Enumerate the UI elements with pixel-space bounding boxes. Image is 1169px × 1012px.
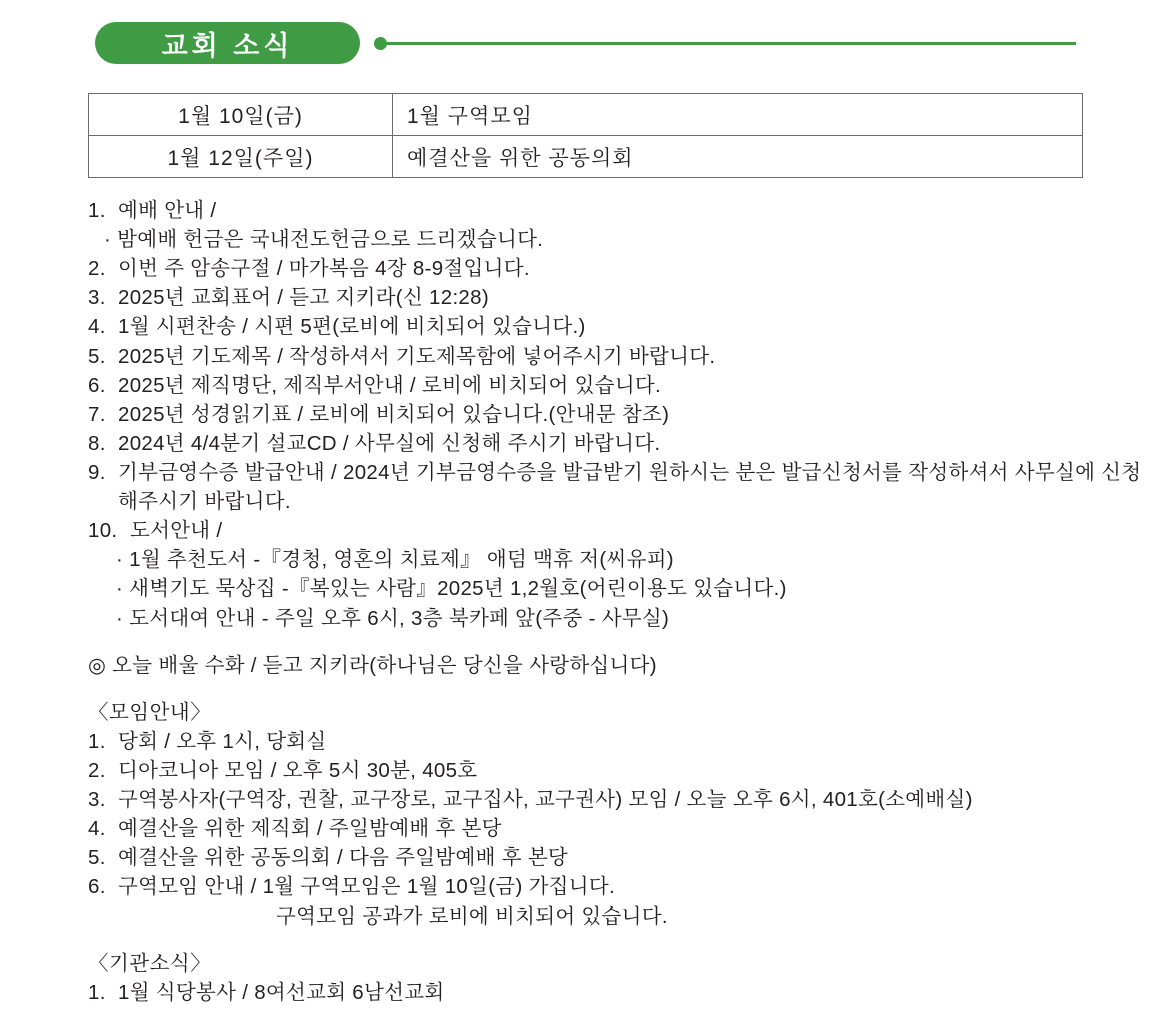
schedule-date: 1월 10일(금)	[89, 94, 393, 136]
page-header	[0, 0, 1169, 78]
list-item-number: 7.	[88, 402, 106, 426]
list-item-text: 2025년 성경읽기표 / 로비에 비치되어 있습니다.(안내문 참조)	[118, 402, 670, 426]
list-item-number: 3.	[88, 788, 106, 812]
list-item	[88, 814, 1148, 843]
list-item	[88, 196, 1148, 225]
list-subitem: · 밤예배 헌금은 국내전도헌금으로 드리겠습니다.	[104, 228, 544, 252]
list-item-number: 1.	[88, 729, 106, 753]
list-item-text: 구역봉사자(구역장, 권찰, 교구장로, 교구집사, 교구권사) 모임 / 오늘 오후 6시, 401호(소예배실)	[118, 788, 973, 812]
list-item-text: 1월 식당봉사 / 8여선교회 6남선교회	[118, 980, 445, 1004]
sign-language-note: ◎ 오늘 배울 수화 / 듣고 지키라(하나님은 당신을 사랑하십니다)	[88, 653, 657, 677]
list-item-text: 도서안내 /	[130, 519, 223, 543]
section-badge-label: 교회 소식	[161, 30, 294, 61]
spacer	[88, 680, 1148, 698]
organization-section-title: 〈기관소식〉	[88, 951, 212, 975]
list-item	[88, 785, 1148, 814]
list-item-number: 9.	[88, 460, 106, 484]
list-item-text: 구역모임 안내 / 1월 구역모임은 1월 10일(금) 가집니다.	[118, 875, 615, 899]
list-item	[88, 872, 1148, 901]
list-item-number: 5.	[88, 344, 106, 368]
list-item-text: 예결산을 위한 제직회 / 주일밤예배 후 본당	[118, 817, 502, 841]
list-subitem: · 도서대여 안내 - 주일 오후 6시, 3층 북카페 앞(주중 - 사무실)	[116, 606, 670, 630]
meeting-section-title: 〈모임안내〉	[88, 700, 212, 724]
list-item-text: 예결산을 위한 공동의회 / 다음 주일밤예배 후 본당	[118, 846, 569, 870]
list-item	[88, 371, 1148, 400]
spacer	[88, 633, 1148, 651]
list-item-number: 6.	[88, 875, 106, 899]
notice-content	[88, 196, 1148, 1007]
list-item	[88, 342, 1148, 371]
schedule-table	[88, 93, 1083, 178]
list-item	[88, 458, 1148, 516]
list-item-number: 10.	[88, 519, 118, 543]
list-item-text: 디아코니아 모임 / 오후 5시 30분, 405호	[118, 758, 478, 782]
list-item	[88, 843, 1148, 872]
list-item	[88, 516, 1148, 545]
list-item	[88, 312, 1148, 341]
list-item	[88, 727, 1148, 756]
table-row	[89, 136, 1083, 178]
list-item	[88, 756, 1148, 785]
list-item-number: 4.	[88, 315, 106, 339]
list-item	[88, 254, 1148, 283]
list-item-number: 1.	[88, 199, 106, 222]
list-item-number: 6.	[88, 373, 106, 397]
header-rule	[386, 42, 1076, 45]
list-item-text: 예배 안내 /	[118, 199, 217, 222]
list-item-number: 2.	[88, 758, 106, 782]
schedule-desc: 1월 구역모임	[393, 94, 1083, 136]
list-item-text: 기부금영수증 발급안내 / 2024년 기부금영수증을 발급받기 원하시는 분은 발급신청서를 작성하셔서 사무실에 신청해주시기 바랍니다.	[118, 460, 1142, 514]
list-item-text: 2025년 제직명단, 제직부서안내 / 로비에 비치되어 있습니다.	[118, 373, 662, 397]
section-badge	[95, 22, 360, 64]
list-item	[88, 978, 1148, 1007]
table-row	[89, 94, 1083, 136]
list-item-number: 8.	[88, 431, 106, 455]
list-item-text: 2024년 4/4분기 설교CD / 사무실에 신청해 주시기 바랍니다.	[118, 431, 661, 455]
list-subitem: · 새벽기도 묵상집 -『복있는 사람』2025년 1,2월호(어린이용도 있습니다.)	[116, 577, 787, 601]
spacer	[88, 931, 1148, 949]
list-subitem: · 1월 추천도서 -『경청, 영혼의 치료제』 애덤 맥휴 저(씨유피)	[116, 548, 674, 572]
list-item-number: 3.	[88, 286, 106, 310]
list-item-number: 5.	[88, 846, 106, 870]
list-item	[88, 400, 1148, 429]
schedule-desc: 예결산을 위한 공동의회	[393, 136, 1083, 178]
schedule-date: 1월 12일(주일)	[89, 136, 393, 178]
list-item-text: 1월 시편찬송 / 시편 5편(로비에 비치되어 있습니다.)	[118, 315, 586, 339]
meeting-extra-note: 구역모임 공과가 로비에 비치되어 있습니다.	[276, 904, 668, 928]
list-item-number: 2.	[88, 257, 106, 281]
list-item-text: 이번 주 암송구절 / 마가복음 4장 8-9절입니다.	[118, 257, 530, 281]
list-item-text: 당회 / 오후 1시, 당회실	[118, 729, 327, 753]
list-item-text: 2025년 교회표어 / 듣고 지키라(신 12:28)	[118, 286, 489, 310]
list-item-number: 4.	[88, 817, 106, 841]
list-item	[88, 283, 1148, 312]
list-item-text: 2025년 기도제목 / 작성하셔서 기도제목함에 넣어주시기 바랍니다.	[118, 344, 716, 368]
list-item-number: 1.	[88, 980, 106, 1004]
list-item	[88, 429, 1148, 458]
